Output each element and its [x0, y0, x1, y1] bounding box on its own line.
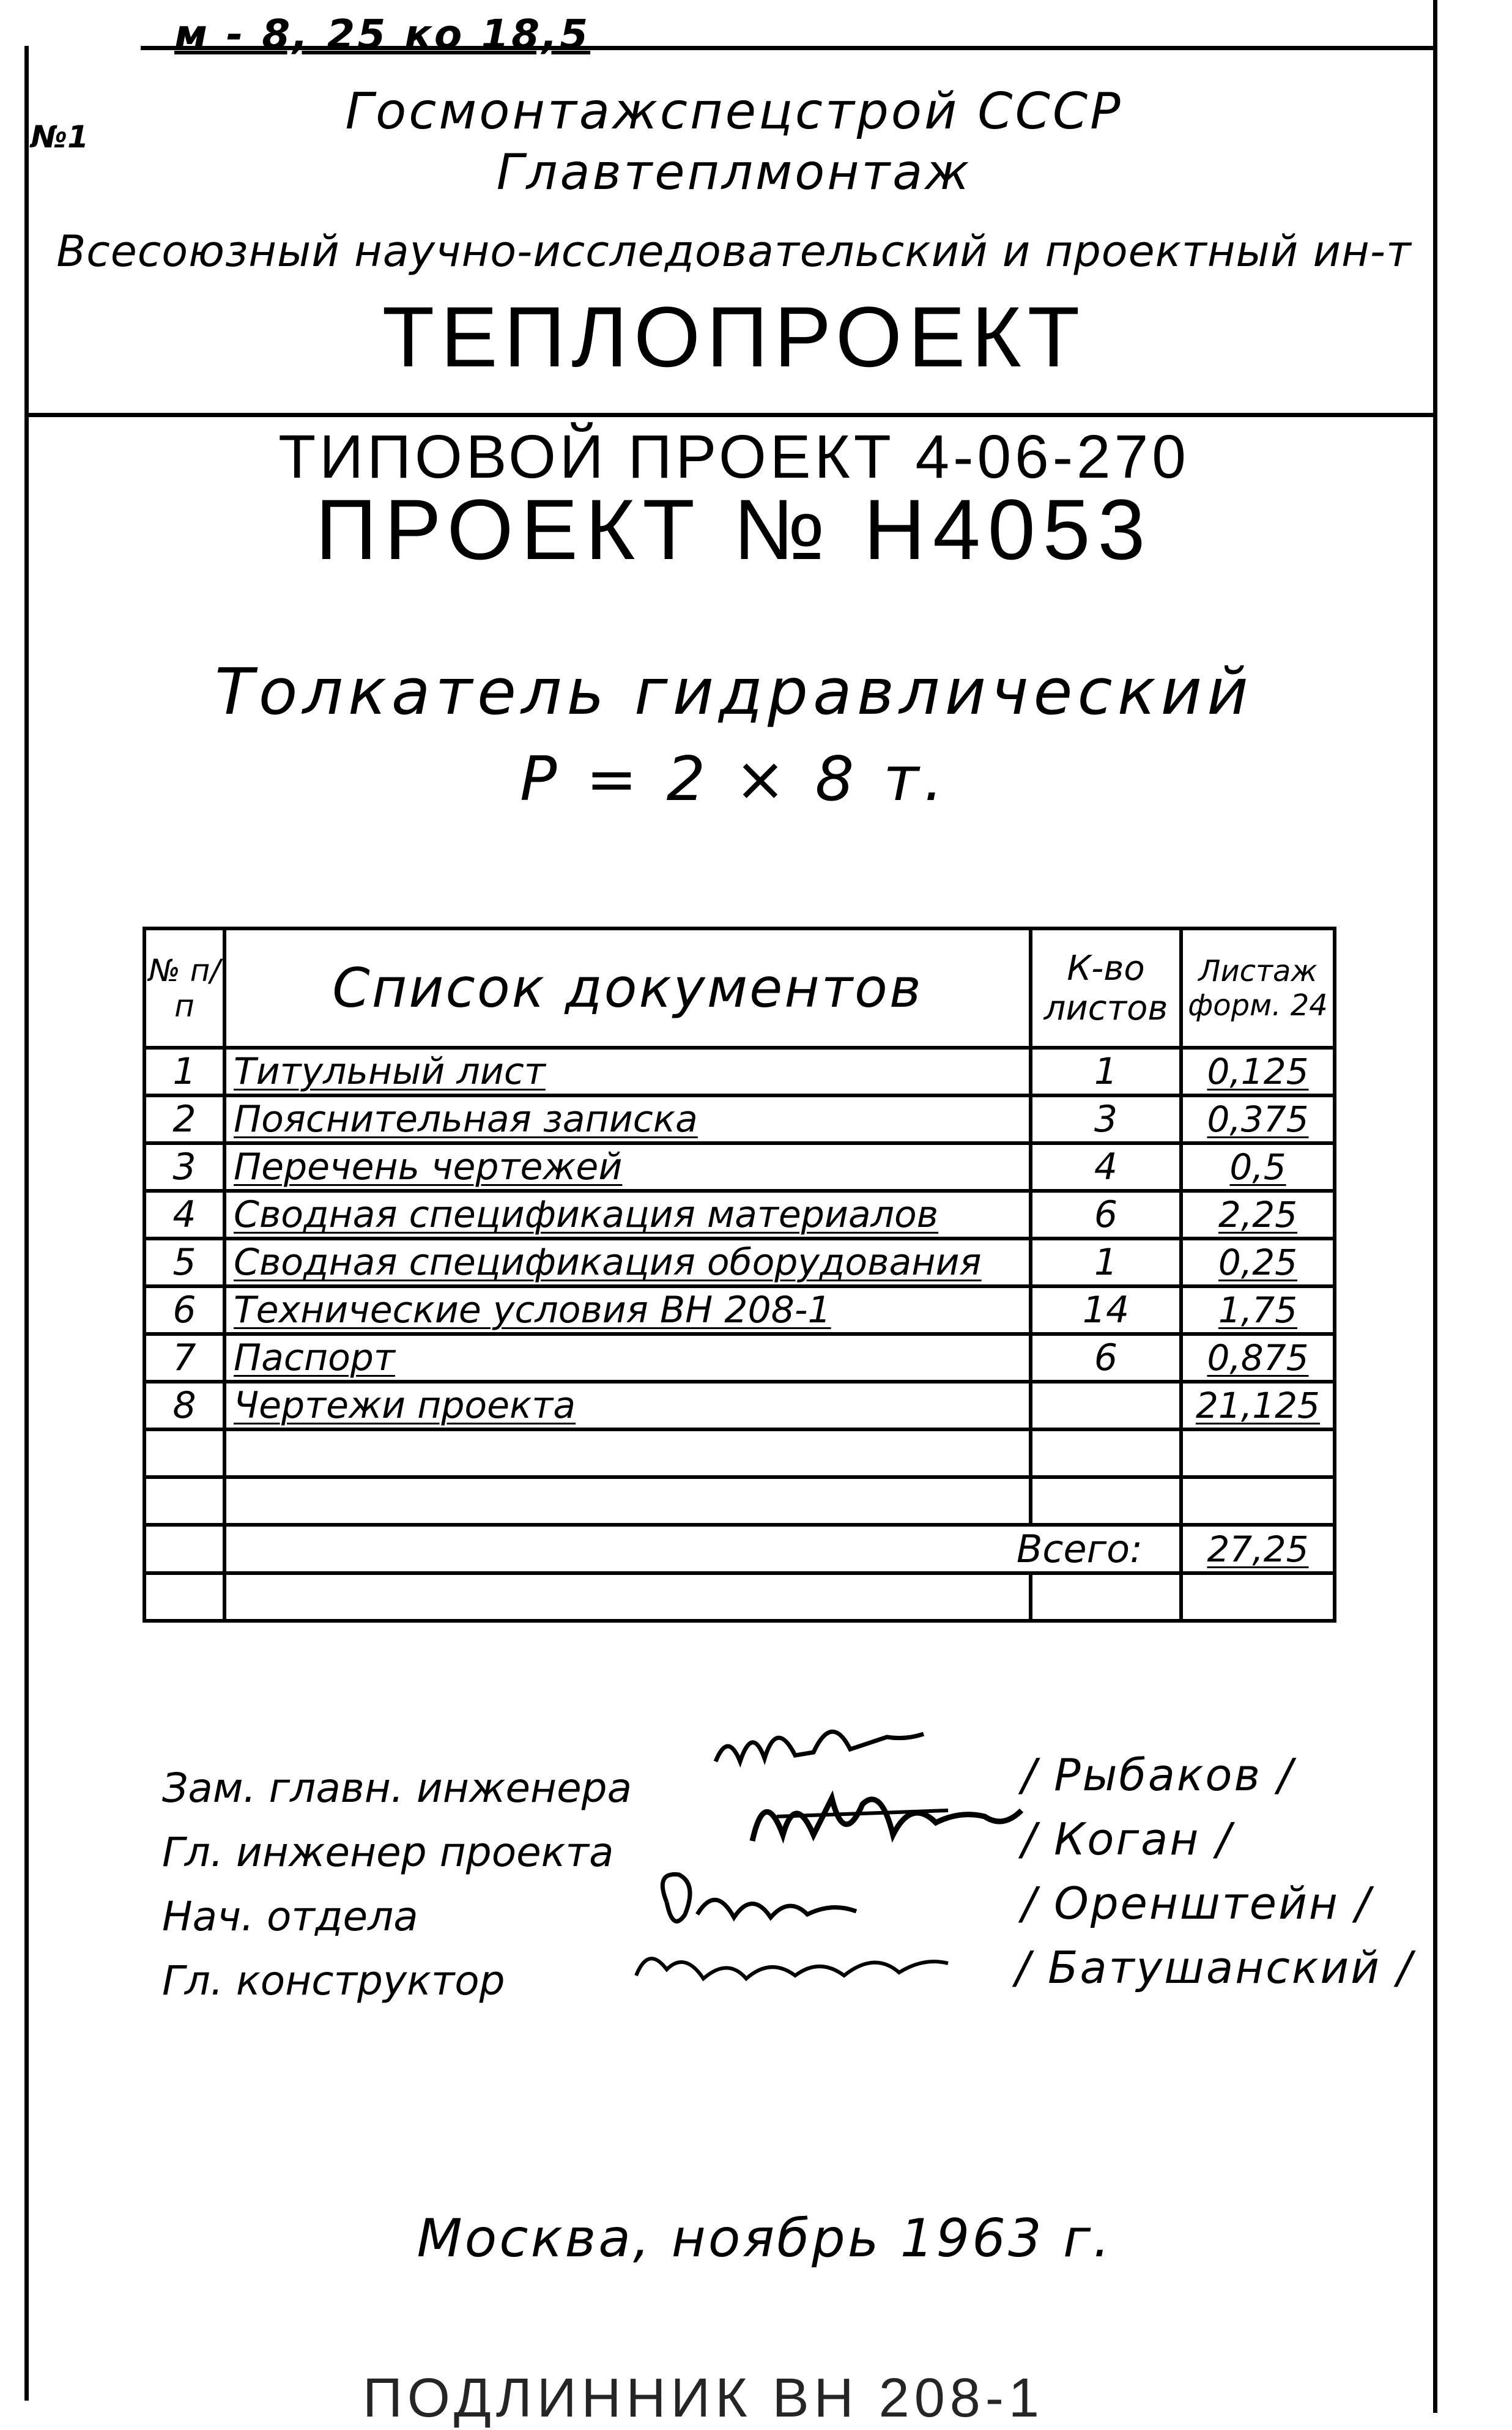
row-format: 1,75 [1181, 1286, 1335, 1334]
table-row [144, 1095, 1335, 1143]
signature-role-3: Нач. отдела [162, 1893, 418, 1940]
ministry-title: Госмонтажспецстрой СССР [345, 83, 1123, 141]
row-count: 4 [1031, 1143, 1181, 1191]
signature-name-3: / Оренштейн / [1021, 1878, 1373, 1929]
table-header-row [144, 928, 1335, 1048]
department-title: Главтеплмонтаж [496, 144, 972, 201]
row-num: 2 [144, 1095, 224, 1143]
row-num: 1 [144, 1048, 224, 1095]
signature-name-1: / Рыбаков / [1021, 1749, 1295, 1801]
row-format: 0,125 [1181, 1048, 1335, 1095]
row-format: 2,25 [1181, 1191, 1335, 1239]
header-count: К-во листов [1031, 928, 1181, 1048]
signature-role-4: Гл. конструктор [162, 1957, 505, 2004]
signature-mark-3 [648, 1859, 869, 1939]
row-format: 21,125 [1181, 1382, 1335, 1429]
institute-title: Всесоюзный научно-исследовательский и проектный ин-т [56, 226, 1412, 276]
row-format: 0,25 [1181, 1239, 1335, 1286]
table-row [144, 1143, 1335, 1191]
row-name: Технические условия ВН 208-1 [224, 1286, 1031, 1334]
table-row [144, 1239, 1335, 1286]
row-num: 8 [144, 1382, 224, 1429]
signature-role-1: Зам. главн. инженера [162, 1765, 632, 1812]
signature-name-4: / Батушанский / [1015, 1942, 1414, 1993]
row-format: 0,875 [1181, 1334, 1335, 1382]
row-count [1031, 1382, 1181, 1429]
signature-mark-2 [740, 1774, 1028, 1865]
header-format: Листаж форм. 24 [1181, 928, 1335, 1048]
row-format: 0,375 [1181, 1095, 1335, 1143]
signature-role-2: Гл. инженер проекта [162, 1829, 614, 1876]
table-row-empty [144, 1573, 1335, 1621]
row-count: 1 [1031, 1048, 1181, 1095]
row-name: Сводная спецификация материалов [224, 1191, 1031, 1239]
row-count: 6 [1031, 1191, 1181, 1239]
row-num: 3 [144, 1143, 224, 1191]
type-project: ТИПОВОЙ ПРОЕКТ 4-06-270 [278, 423, 1190, 491]
table-row [144, 1334, 1335, 1382]
row-num: 6 [144, 1286, 224, 1334]
row-count: 6 [1031, 1334, 1181, 1382]
row-count: 14 [1031, 1286, 1181, 1334]
institute-name: ТЕПЛОПРОЕКТ [382, 289, 1086, 385]
signature-name-2: / Коган / [1021, 1813, 1233, 1865]
row-count: 1 [1031, 1239, 1181, 1286]
signature-mark-4 [624, 1933, 954, 2000]
row-name: Сводная спецификация оборудования [224, 1239, 1031, 1286]
table-row [144, 1048, 1335, 1095]
top-annotation: м - 8, 25 ко 18,5 [174, 11, 591, 58]
row-name: Перечень чертежей [224, 1143, 1031, 1191]
header-name: Список документов [224, 928, 1031, 1048]
row-name: Чертежи проекта [224, 1382, 1031, 1429]
row-count: 3 [1031, 1095, 1181, 1143]
project-number: ПРОЕКТ № Н4053 [315, 481, 1153, 577]
bottom-stamp: ПОДЛИННИК ВН 208-1 [363, 2368, 1044, 2429]
row-num: 7 [144, 1334, 224, 1382]
row-name: Титульный лист [224, 1048, 1031, 1095]
row-num: 4 [144, 1191, 224, 1239]
table-row [144, 1382, 1335, 1429]
documents-table [143, 927, 1336, 1623]
total-value: 27,25 [1181, 1525, 1335, 1573]
margin-mark: №1 [31, 119, 89, 155]
project-title: Толкатель гидравлический [215, 654, 1253, 729]
total-label: Всего: [224, 1525, 1181, 1573]
row-num: 5 [144, 1239, 224, 1286]
table-row-total [144, 1525, 1335, 1573]
row-name: Пояснительная записка [224, 1095, 1031, 1143]
project-subtitle: Р = 2 × 8 т. [519, 743, 949, 815]
table-row [144, 1191, 1335, 1239]
header-num: № п/п [144, 928, 224, 1048]
place-date: Москва, ноябрь 1963 г. [417, 2208, 1113, 2269]
table-row-empty [144, 1477, 1335, 1525]
row-format: 0,5 [1181, 1143, 1335, 1191]
table-row-empty [144, 1429, 1335, 1477]
row-name: Паспорт [224, 1334, 1031, 1382]
table-row [144, 1286, 1335, 1334]
